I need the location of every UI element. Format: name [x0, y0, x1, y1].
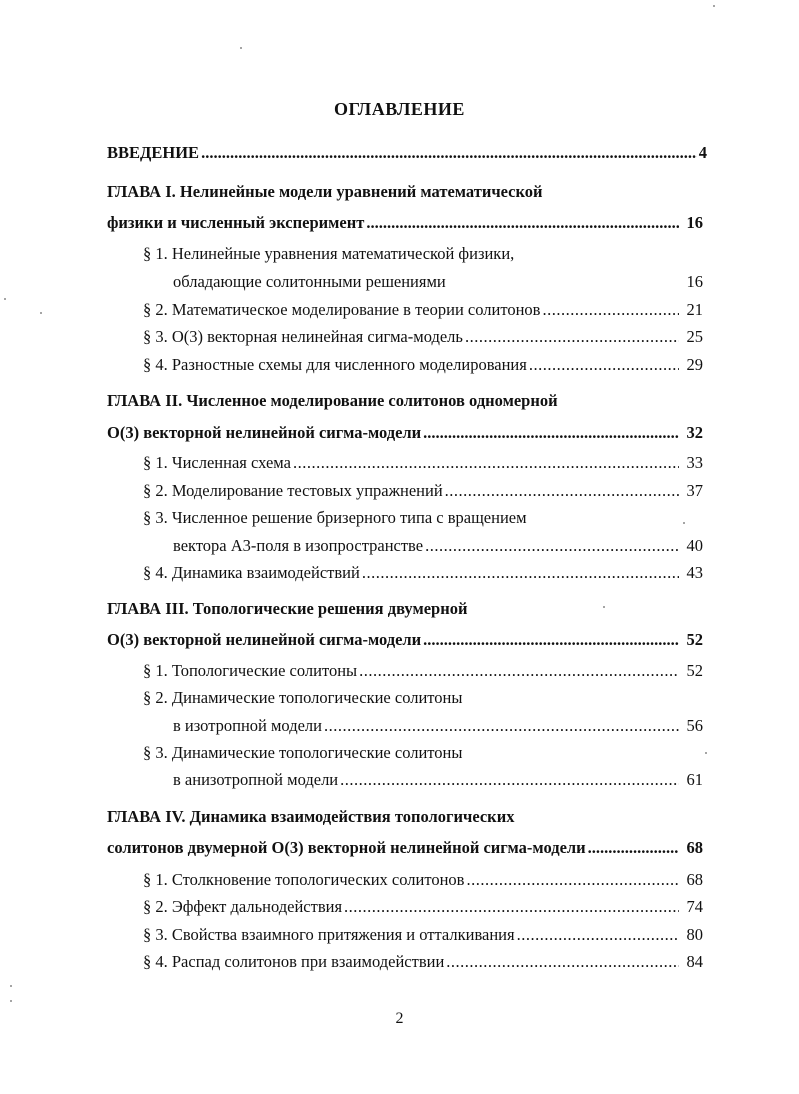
chapter-title-line	[107, 182, 707, 206]
scan-speck	[683, 522, 685, 524]
section-title: § 2. Математическое моделирование в теории солитонов	[143, 300, 541, 319]
dot-leader	[588, 838, 679, 858]
toc-entry-section	[173, 536, 703, 560]
dot-leader	[542, 300, 679, 320]
toc-page-number: 68	[686, 870, 703, 889]
toc-entry-section	[143, 925, 703, 949]
toc-entry-section	[143, 661, 703, 685]
toc-page-number: 21	[686, 300, 703, 319]
dot-leader	[425, 536, 679, 556]
toc-entry-section	[143, 952, 703, 976]
chapter-title-cont: солитонов двумерной O(3) векторной нелинейной сигма-модели	[107, 838, 586, 857]
section-title-cont: в анизотропной модели	[173, 770, 339, 789]
toc-entry-section	[173, 272, 703, 296]
chapter-title-cont: O(3) векторной нелинейной сигма-модели	[107, 423, 422, 442]
scan-speck	[10, 985, 12, 987]
toc-page-number: 32	[686, 423, 703, 442]
toc-entry-section	[143, 897, 703, 921]
section-title: § 1. Численная схема	[143, 453, 291, 472]
toc-entry-chapter	[107, 630, 703, 654]
scan-speck	[240, 47, 242, 49]
chapter-title-line	[107, 807, 707, 831]
scan-speck	[705, 752, 707, 754]
dot-leader	[446, 952, 679, 972]
chapter-title-cont: физики и численный эксперимент	[107, 213, 365, 232]
section-title-line	[143, 688, 703, 712]
dot-leader	[466, 870, 679, 890]
toc-page-number: 29	[686, 355, 703, 374]
toc-page-number: 84	[686, 952, 703, 971]
toc-page-number: 16	[686, 272, 703, 291]
section-title: § 3. Динамические топологические солитоны	[143, 743, 463, 762]
chapter-title: ГЛАВА I. Нелинейные модели уравнений математической	[107, 182, 543, 201]
toc-entry-section	[173, 716, 703, 740]
toc-entry-intro	[107, 143, 707, 167]
dot-leader	[366, 213, 679, 233]
dot-leader	[201, 143, 697, 163]
toc-entry-section	[143, 870, 703, 894]
toc-page-number: 40	[686, 536, 703, 555]
page-number: 2	[395, 1010, 404, 1027]
section-title: § 3. Численное решение бризерного типа с вращением	[143, 508, 527, 527]
chapter-title-line	[107, 599, 707, 623]
toc-page-number: 37	[686, 481, 703, 500]
dot-leader	[340, 770, 679, 790]
section-title: § 1. Топологические солитоны	[143, 661, 358, 680]
chapter-title-cont: O(3) векторной нелинейной сигма-модели	[107, 630, 422, 649]
toc-page-number: 80	[686, 925, 703, 944]
dot-leader	[465, 327, 679, 347]
toc-page-number: 25	[686, 327, 703, 346]
section-title-line	[143, 244, 703, 268]
toc-entry-label: ВВЕДЕНИЕ	[107, 143, 200, 162]
section-title-cont: вектора А3-поля в изопространстве	[173, 536, 424, 555]
scan-speck	[4, 298, 6, 300]
dot-leader	[517, 925, 679, 945]
toc-entry-chapter	[107, 213, 703, 237]
dot-leader	[423, 423, 679, 443]
section-title: § 3. O(3) векторная нелинейная сигма-модель	[143, 327, 463, 346]
chapter-title: ГЛАВА IV. Динамика взаимодействия топологических	[107, 807, 515, 826]
section-title: § 2. Эффект дальнодействия	[143, 897, 343, 916]
toc-page-number: 56	[686, 716, 703, 735]
section-title: § 2. Динамические топологические солитоны	[143, 688, 463, 707]
toc-page-number: 52	[686, 630, 703, 649]
section-title-cont: обладающие солитонными решениями	[173, 272, 446, 291]
toc-entry-chapter	[107, 423, 703, 447]
page-title: ОГЛАВЛЕНИЕ	[334, 99, 465, 119]
chapter-title: ГЛАВА III. Топологические решения двумерной	[107, 599, 468, 618]
section-title: § 4. Распад солитонов при взаимодействии	[143, 952, 445, 971]
toc-entry-section	[173, 770, 703, 794]
section-title: § 3. Свойства взаимного притяжения и отталкивания	[143, 925, 515, 944]
dot-leader	[362, 563, 679, 583]
toc-page-number: 16	[686, 213, 703, 232]
section-title-cont: в изотропной модели	[173, 716, 322, 735]
dot-leader	[344, 897, 679, 917]
dot-leader	[529, 355, 679, 375]
section-title: § 2. Моделирование тестовых упражнений	[143, 481, 443, 500]
section-title-line	[143, 508, 703, 532]
dot-leader	[445, 481, 679, 501]
dot-leader	[423, 630, 679, 650]
section-title-line	[143, 743, 703, 767]
toc-entry-section	[143, 563, 703, 587]
scan-speck	[603, 606, 605, 608]
dot-leader	[324, 716, 679, 736]
toc-entry-chapter	[107, 838, 703, 862]
toc-entry-section	[143, 453, 703, 477]
toc-page-number: 33	[686, 453, 703, 472]
toc-page-number: 4	[698, 143, 707, 162]
toc-page-number: 74	[686, 897, 703, 916]
dot-leader	[359, 661, 679, 681]
section-title: § 4. Разностные схемы для численного моделирования	[143, 355, 527, 374]
section-title: § 4. Динамика взаимодействий	[143, 563, 360, 582]
chapter-title-line	[107, 391, 707, 415]
toc-page-number: 52	[686, 661, 703, 680]
scan-speck	[713, 5, 715, 7]
scan-speck	[40, 312, 42, 314]
toc-page-number: 61	[686, 770, 703, 789]
toc-entry-section	[143, 481, 703, 505]
chapter-title: ГЛАВА II. Численное моделирование солитонов одномерной	[107, 391, 558, 410]
toc-entry-section	[143, 327, 703, 351]
dot-leader	[293, 453, 679, 473]
toc-page-number: 43	[686, 563, 703, 582]
section-title: § 1. Столкновение топологических солитонов	[143, 870, 465, 889]
toc-page-number: 68	[686, 838, 703, 857]
toc-entry-section	[143, 355, 703, 379]
section-title: § 1. Нелинейные уравнения математической физики,	[143, 244, 515, 263]
toc-entry-section	[143, 300, 703, 324]
scan-speck	[10, 1000, 12, 1002]
